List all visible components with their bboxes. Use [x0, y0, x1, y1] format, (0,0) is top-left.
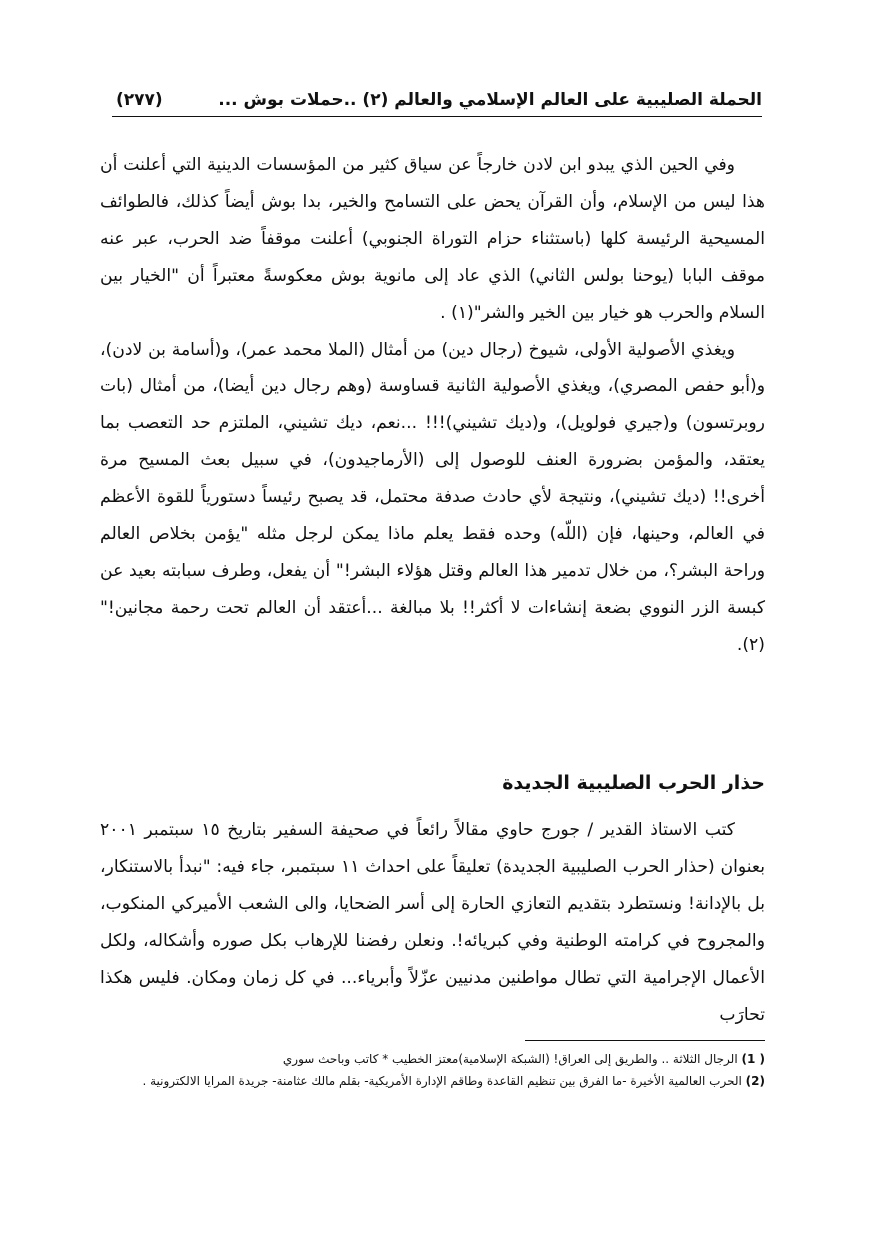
footnote-2	[108, 1070, 765, 1092]
page-header	[112, 86, 762, 117]
footnote-1-mark: ( 1)	[741, 1052, 765, 1066]
paragraph-3: كتب الاستاذ القدير / جورج حاوي مقالاً رائعاً في صحيفة السفير بتاريخ ١٥ سبتمبر ٢٠٠١ بعنوان (حذار الحرب الصليبية الجديدة) تعليقاً على احداث ١١ سبتمبر، جاء فيه: "نبدأ بالاستنكار، بل بالإدانة! ونستطرد بتقديم التعازي الحارة إلى أسر الضحايا، والى الشعب الأميركي المنكوب، والمجروح في كرامته الوطنية وفي كبريائه!. ونعلن رفضنا للإرهاب بكل صوره وأشكاله، ولكل الأعمال الإجرامية التي تطال مواطنين مدنيين عزّلاً وأبرياء... في كل زمان ومكان. فليس هكذا تحارَب	[100, 820, 765, 1025]
paragraph-2: ويغذي الأصولية الأولى، شيوخ (رجال دين) من أمثال (الملا محمد عمر)، و(أسامة بن لادن)، و(أبو حفص المصري)، ويغذي الأصولية الثانية قساوسة (وهم رجال دين أيضا)، من أمثال (بات روبرتسون) و(جيري فولويل)، و(ديك تشيني)!!! ...نعم، ديك تشيني، الملتزم حد التعصب بما يعتقد، والمؤمن بضرورة العنف للوصول إلى (الأرماجيدون)، في سبيل بعث المسيح مرة أخرى!! (ديك تشيني)، ونتيجة لأي حادث صدفة محتمل، قد يصبح رئيساً دستورياً للقوة الأعظم في العالم، وحينها، فإن (اللّه) وحده فقط يعلم ماذا يمكن لرجل مثله "يؤمن بخلاص العالم وراحة البشر؟، من خلال تدمير هذا العالم وقتل هؤلاء البشر!" أن يفعل، وطرف سبابته بعيد عن كبسة الزر النووي بضعة إنشاءات لا أكثر!! بلا مبالغة ...أعتقد أن العالم تحت رحمة مجانين!"(٢).	[100, 339, 765, 655]
footnote-divider	[525, 1040, 765, 1041]
footnote-2-text: الحرب العالمية الأخيرة -ما الفرق بين تنظيم القاعدة وطاقم الإدارة الأمريكية- بقلم مالك عثامنة- جريدة المرايا الالكترونية .	[142, 1074, 742, 1088]
paragraph-1: وفي الحين الذي يبدو ابن لادن خارجاً عن سياق كثير من المؤسسات الدينية التي أعلنت أن هذا ليس من الإسلام، وأن القرآن يحض على التسامح والخير، بدا بوش أيضاً كذلك، فالطوائف المسيحية الرئيسة كلها (باستثناء حزام التوراة الجنوبي) أعلنت موقفاً ضد الحرب، عبر عنه موقف البابا (يوحنا بولس الثاني) الذي عاد إلى مانوية بوش معكوسةً معتبراً أن "الخيار بين السلام والحرب هو خيار بين الخير والشر"(١) .	[100, 155, 765, 323]
footnotes	[108, 1048, 765, 1092]
footnote-1-text: الرجال الثلاثة .. والطريق إلى العراق! (الشبكة الإسلامية)معتز الخطيب * كاتب وباحث سوري	[282, 1052, 738, 1066]
running-title: الحملة الصليبية على العالم الإسلامي والعالم (٢) ..حملات بوش ...	[218, 90, 762, 110]
section-body	[100, 812, 765, 1033]
page-number: (٢٧٧)	[116, 90, 163, 110]
footnote-2-mark: (2)	[745, 1074, 765, 1088]
section-heading: حذار الحرب الصليبية الجديدة	[502, 772, 765, 794]
body-text	[100, 147, 765, 664]
footnote-1	[108, 1048, 765, 1070]
